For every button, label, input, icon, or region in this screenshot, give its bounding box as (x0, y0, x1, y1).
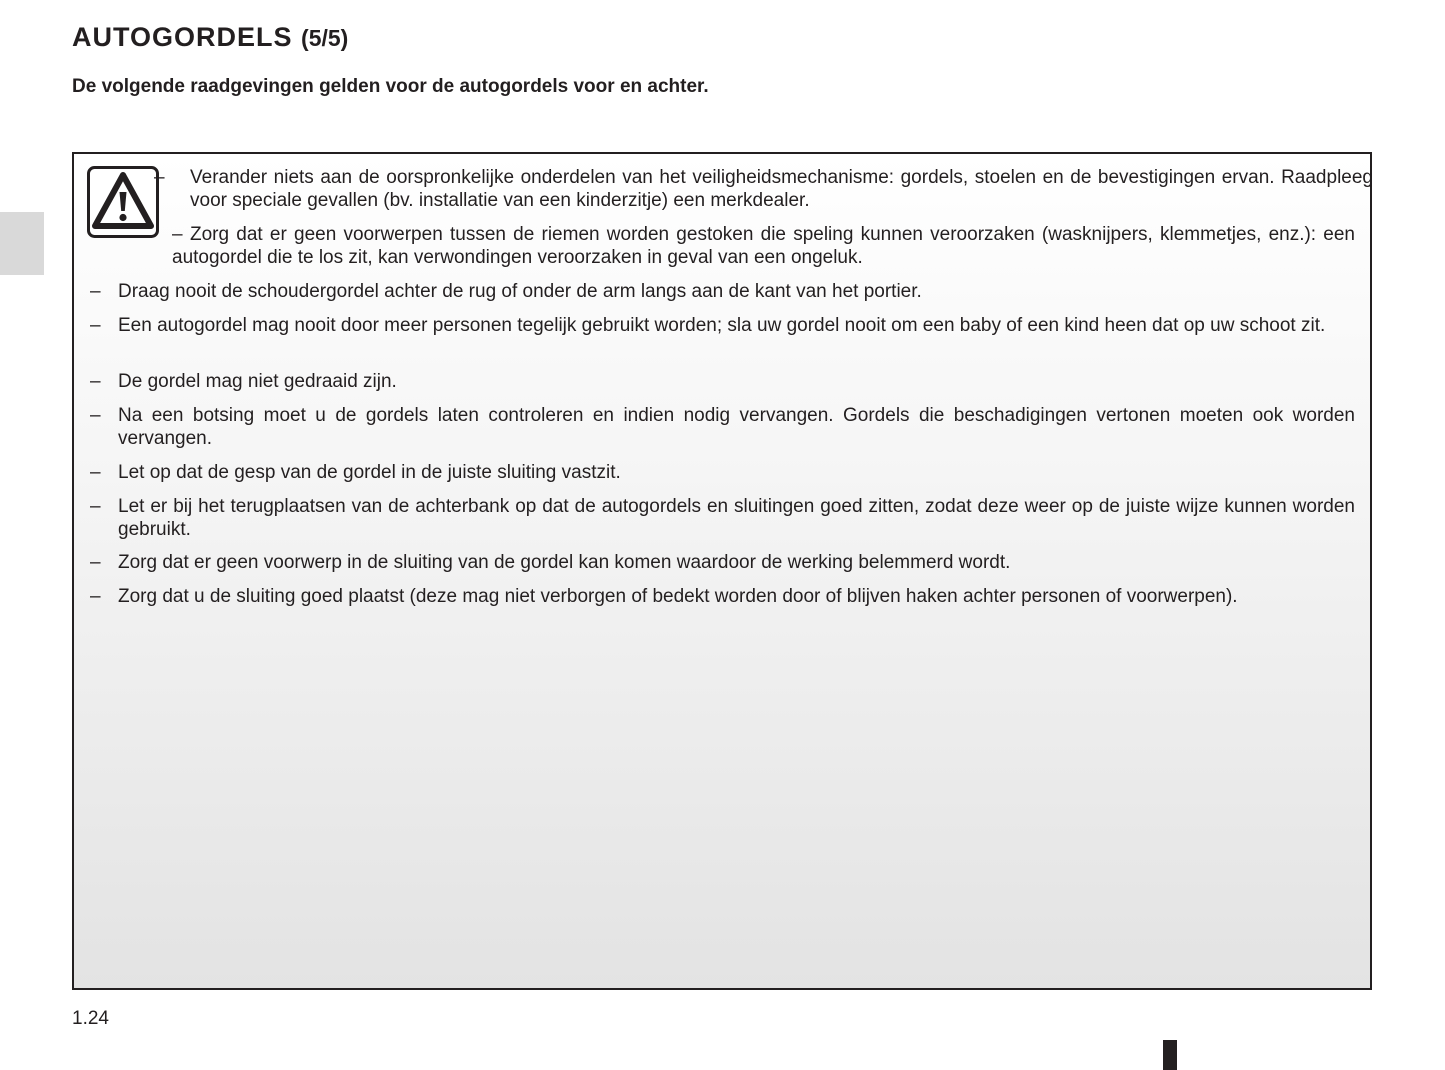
list-dash: – (90, 496, 101, 517)
list-dash: – (90, 281, 101, 302)
warning-intro-text: Verander niets aan de oorspronkelijke onderdelen van het veiligheidsmechanisme: gordels, stoelen en de bevestigingen ervan. Raadpleeg voor speciale gevallen (bv. installatie van een kinderzitje) een merkdealer. (190, 167, 1373, 211)
warning-list-item (90, 551, 1355, 574)
warning-list-item (90, 314, 1355, 337)
page-title (72, 22, 348, 53)
list-dash: – (154, 167, 165, 188)
warning-intro-item (172, 223, 1355, 269)
page-part-indicator: (5/5) (301, 25, 349, 51)
list-dash: – (90, 371, 101, 392)
warning-list-item (90, 370, 1355, 393)
warning-list-item (90, 461, 1355, 484)
page-number: 1.24 (72, 1008, 109, 1029)
page-corner-mark (1163, 1040, 1177, 1070)
chapter-side-tab (0, 212, 44, 275)
warning-intro-text: Zorg dat er geen voorwerpen tussen de riemen worden gestoken die speling kunnen veroorzaken (wasknijpers, klemmetjes, enz.): een autogordel die te los zit, kan verwondingen veroorzaken in geval van een ongeluk. (172, 224, 1355, 268)
list-dash: – (90, 315, 101, 336)
list-dash: – (90, 405, 101, 426)
warning-list-item (90, 585, 1355, 608)
warning-list-text: Draag nooit de schoudergordel achter de rug of onder de arm langs aan de kant van het portier. (118, 281, 922, 302)
page-title-text: AUTOGORDELS (72, 22, 293, 52)
warning-list-item (90, 495, 1355, 541)
warning-list-item (90, 280, 1355, 303)
warning-list-text: De gordel mag niet gedraaid zijn. (118, 371, 397, 392)
list-dash: – (90, 462, 101, 483)
warning-list-text: Zorg dat u de sluiting goed plaatst (deze mag niet verborgen of bedekt worden door of blijven haken achter personen of voorwerpen). (118, 586, 1238, 607)
warning-list-item (90, 404, 1355, 450)
warning-intro-item (154, 166, 1373, 212)
warning-box (72, 152, 1372, 990)
warning-list-text: Een autogordel mag nooit door meer personen tegelijk gebruikt worden; sla uw gordel nooit om een baby of een kind heen dat op uw schoot zit. (118, 315, 1326, 336)
list-dash: – (90, 586, 101, 607)
list-dash: – (90, 552, 101, 573)
warning-triangle-icon (87, 166, 159, 238)
warning-list-text: Let er bij het terugplaatsen van de achterbank op dat de autogordels en sluitingen goed zitten, zodat deze weer op de juiste wijze kunnen worden gebruikt. (118, 496, 1355, 540)
warning-list-text: Let op dat de gesp van de gordel in de juiste sluiting vastzit. (118, 462, 621, 483)
warning-list-text: Zorg dat er geen voorwerp in de sluiting van de gordel kan komen waardoor de werking belemmerd wordt. (118, 552, 1011, 573)
warning-list-text: Na een botsing moet u de gordels laten controleren en indien nodig vervangen. Gordels die beschadigingen vertonen moeten ook worden vervangen. (118, 405, 1355, 449)
list-dash: – (172, 224, 183, 245)
page-subtitle: De volgende raadgevingen gelden voor de autogordels voor en achter. (72, 76, 709, 97)
